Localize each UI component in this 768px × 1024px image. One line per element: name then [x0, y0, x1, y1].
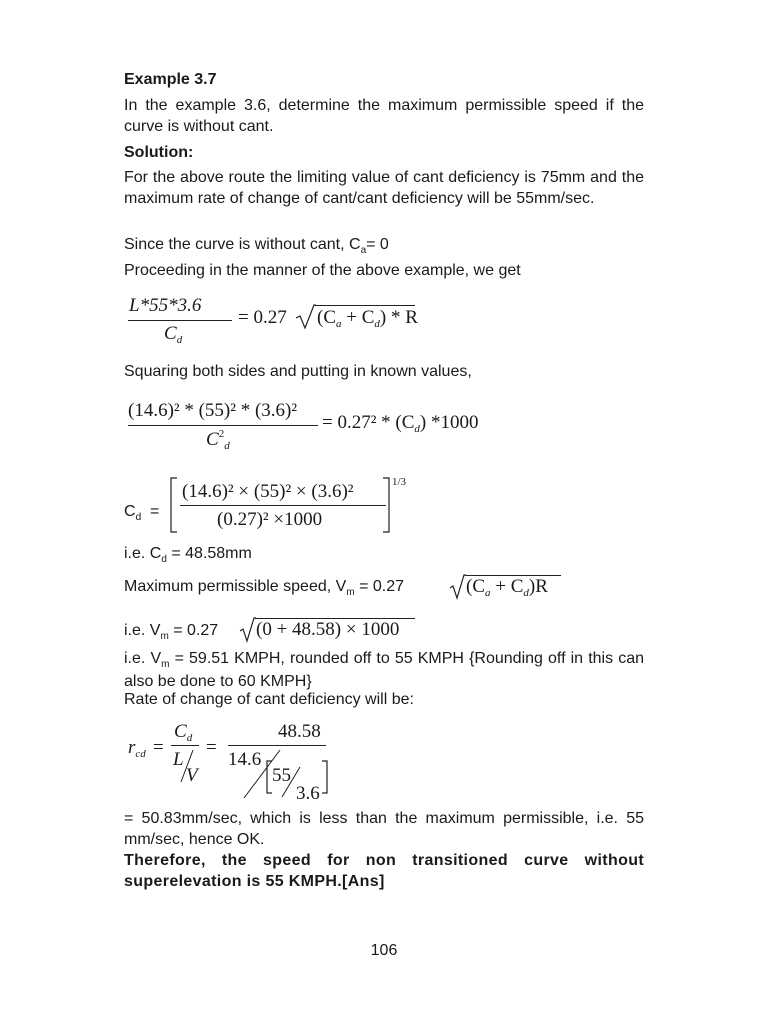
question-text: In the example 3.6, determine the maximum permissible speed if the curve is without cant. [124, 97, 644, 135]
eq3-denominator: (0.27)² ×1000 [217, 509, 323, 530]
eq4-den2: 14.6 [228, 749, 262, 770]
eq4-inner-den: 3.6 [296, 783, 320, 804]
result-cant-deficiency: i.e. $C_d = 48.58mm$ [124, 545, 252, 565]
paragraph-conclusion: Therefore, the speed for non transitioned curve without superelevation is 55 KMPH.[Ans] [124, 852, 644, 890]
eq3-equals: = [150, 503, 160, 520]
speed-sqrt-icon [450, 574, 466, 600]
eq3-right-bracket-icon [382, 477, 392, 533]
eq4-right-bracket-icon [320, 760, 330, 794]
sub-sqrt-icon [240, 617, 256, 643]
eq4-lhs: $r_{cd}$ [128, 737, 146, 760]
eq4-num1: $C_d$ [174, 721, 193, 744]
eq3-numerator: (14.6)² × (55)² × (3.6)² [182, 481, 354, 502]
eq4-bar2 [228, 745, 326, 746]
paragraph-proceeding: Proceeding in the manner of the above example, we get [124, 262, 521, 279]
paragraph-result-rate: = 50.83mm/sec, which is less than the maximum permissible, i.e. 55 mm/sec, hence OK. [124, 810, 644, 848]
paragraph-squaring: Squaring both sides and putting in known values, [124, 363, 472, 380]
eq4-bar1 [171, 745, 199, 746]
eq1-sqrt-bar [315, 305, 415, 306]
eq4-equals-2: = [206, 737, 217, 758]
eq4-inner-num: 55 [272, 765, 291, 786]
eq4-den1-v: V [186, 765, 198, 786]
eq1-sqrt-icon [296, 304, 316, 330]
paragraph-cant-deficiency: For the above route the limiting value of cant deficiency is 75mm and the maximum rate of change of cant/cant deficiency will be 55mm/sec. [124, 169, 644, 207]
eq3-lhs: $C_d$ [124, 503, 142, 523]
eq2-fraction-bar [128, 425, 318, 426]
eq3-fraction-bar [180, 505, 386, 506]
sub-radicand: (0 + 48.58) × 1000 [256, 619, 400, 640]
paragraph-rate-change: Rate of change of cant deficiency will be: [124, 691, 414, 708]
eq3-exponent: 1/3 [392, 476, 407, 488]
eq2-numerator: (14.6)² * (55)² * (3.6)² [128, 400, 298, 421]
eq4-equals-1: = [153, 737, 164, 758]
paragraph-without-cant: Since the curve is without cant, $C_a= 0$ [124, 236, 389, 256]
solution-label: Solution: [124, 144, 194, 161]
eq4-num2: 48.58 [278, 721, 321, 742]
eq1-fraction-bar [128, 320, 232, 321]
eq4-den1-l: L [173, 749, 184, 770]
speed-result-text: i.e. $V_m = 59.51$ KMPH, rounded off to 55 KMPH {Rounding off in this can also be done to 60 KMPH} [124, 650, 644, 690]
speed-radicand: $(C_a + C_d)R$ [466, 576, 548, 599]
eq2-denominator: $C^2_d$ [206, 428, 230, 452]
eq1-rhs-coefficient: = 0.27 [238, 307, 287, 328]
eq1-numerator: L*55*3.6 [129, 295, 202, 316]
example-heading: Example 3.7 [124, 71, 217, 88]
eq1-radicand: $(C_a + C_d) * R$ [317, 307, 418, 330]
eq3-left-bracket-icon [168, 477, 178, 533]
page-number: 106 [370, 942, 398, 959]
eq2-rhs: = $0.27^2 * (C_d)$ *1000 [322, 412, 479, 435]
eq1-denominator: $C_d$ [164, 323, 183, 346]
